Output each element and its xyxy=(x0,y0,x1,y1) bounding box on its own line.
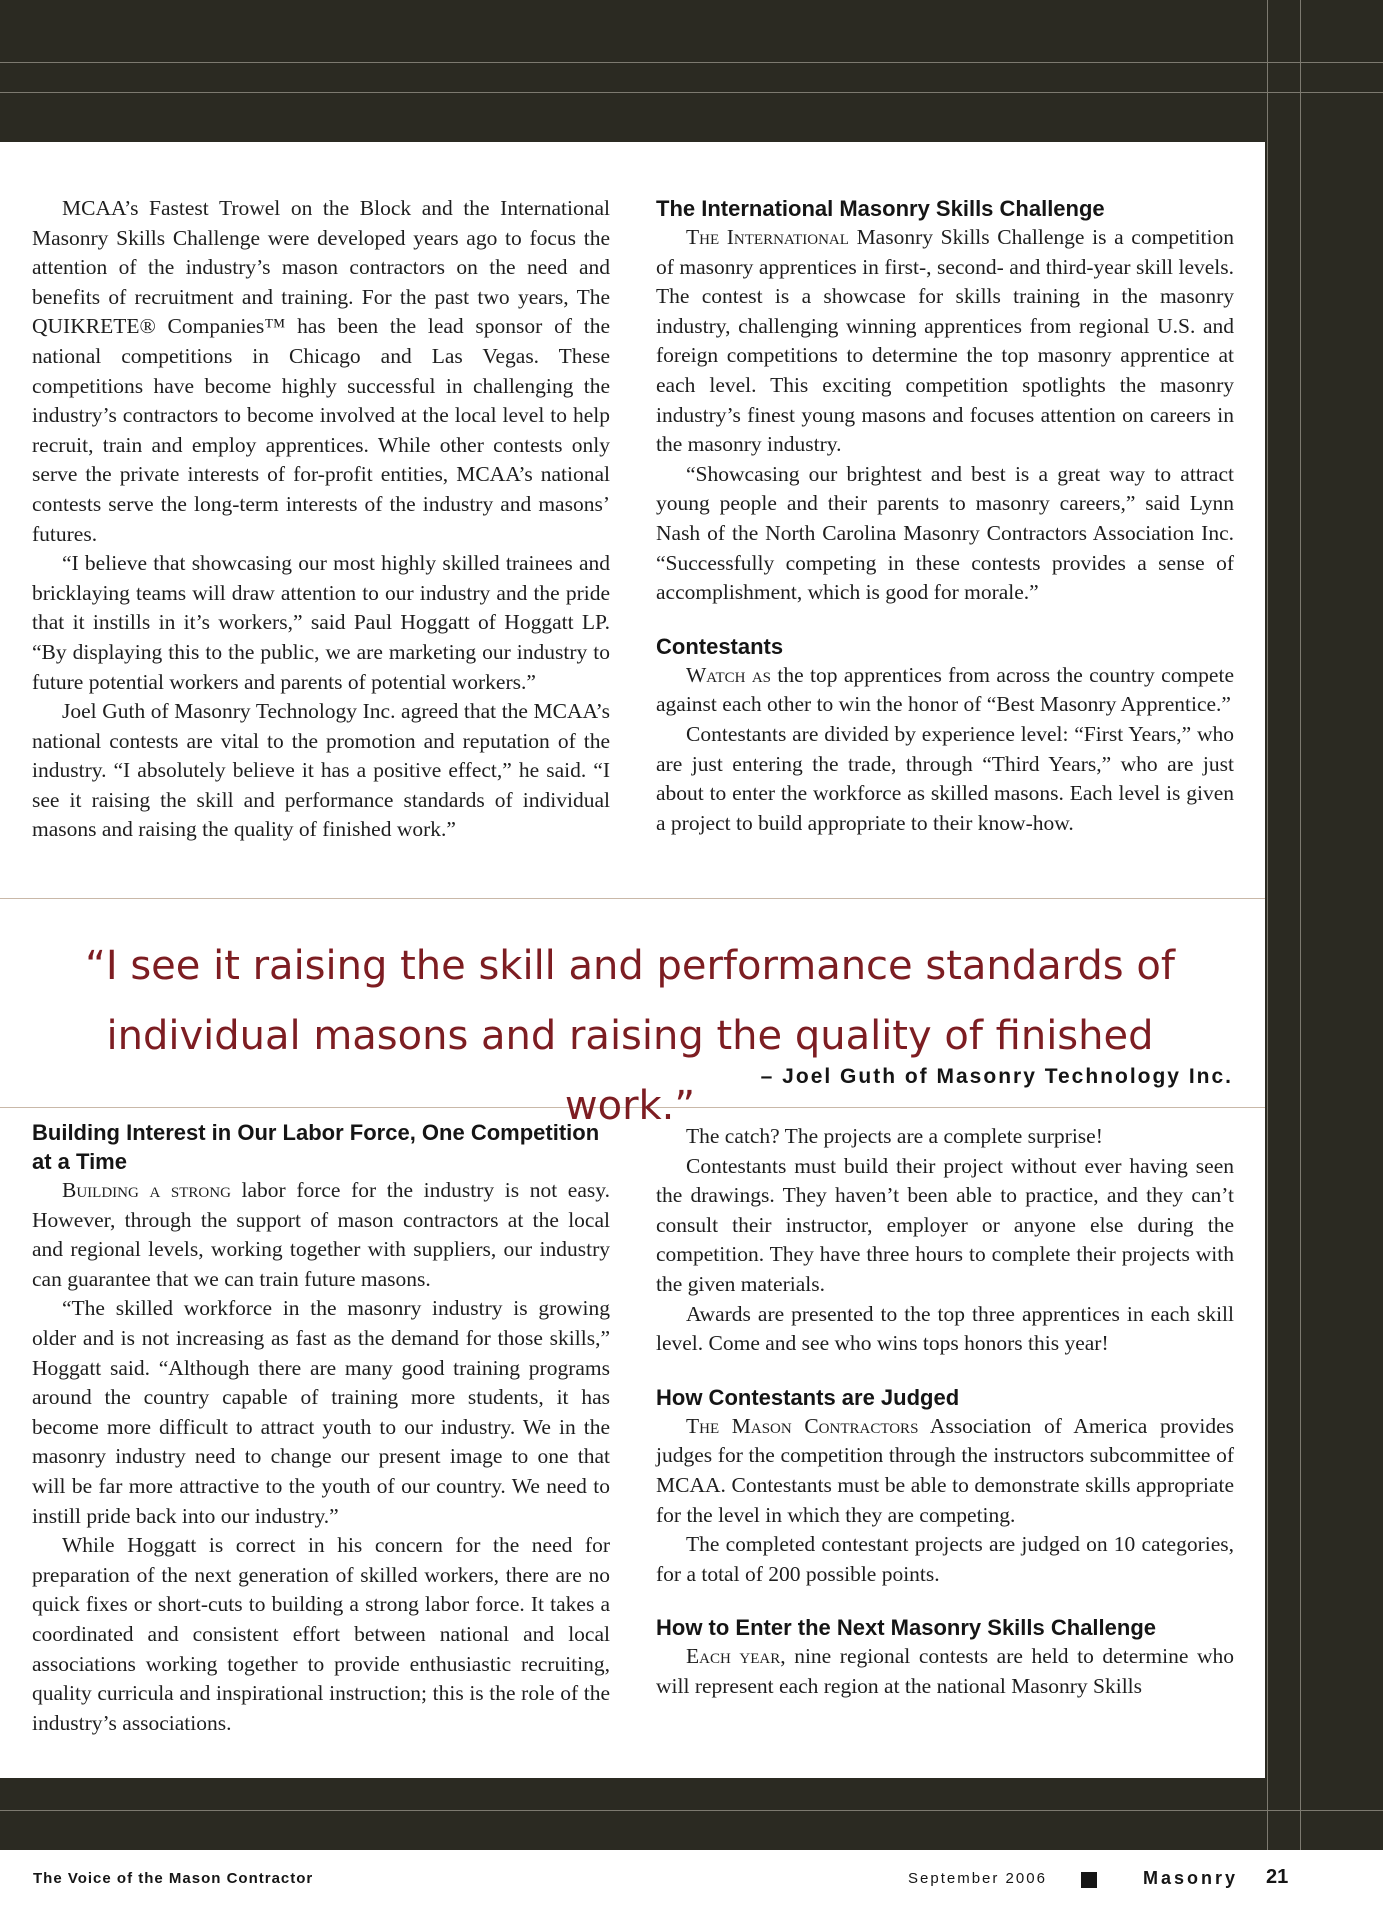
section-heading: Contestants xyxy=(656,633,784,659)
lead-in: Each year, xyxy=(686,1644,786,1669)
bottom-left-column xyxy=(32,1118,610,1738)
section-heading: How Contestants are Judged xyxy=(656,1384,960,1410)
lead-in: Watch as xyxy=(686,662,772,687)
pull-quote-attribution: – Joel Guth of Masonry Technology Inc. xyxy=(760,1065,1233,1088)
paragraph: Each year, nine regional contests are held to determine who will represent each region at the national Masonry Skills xyxy=(656,1644,1234,1698)
paragraph: The International Masonry Skills Challenge is a competition of masonry apprentices in first-, second- and third-year skill levels. The contest is a showcase for skills training in the masonry industry, challenging winning apprentices from regional U.S. and foreign competitions to determine the top masonry apprentice at each level. This exciting competition spotlights the masonry industry’s finest young masons and focuses attention on careers in the masonry industry. xyxy=(656,225,1234,457)
paragraph: The catch? The projects are a complete surprise! xyxy=(686,1124,1103,1148)
square-bullet-icon xyxy=(1081,1872,1097,1888)
page-footer xyxy=(0,1850,1383,1931)
top-left-column xyxy=(32,194,610,845)
paragraph: While Hoggatt is correct in his concern for the need for preparation of the next generation of skilled workers, there are no quick fixes or short-cuts to building a strong labor force. It takes a coordinated and consistent effort between national and local associations working together to provide enthusiastic recruiting, quality curricula and inspirational instruction; this is the role of the industry’s associations. xyxy=(32,1533,610,1735)
paragraph: The Mason Contractors Association of America provides judges for the competition through the instructors subcommittee of MCAA. Contestants must be able to demonstrate skills appropriate for the level in which they are competing. xyxy=(656,1413,1234,1527)
paragraph: Contestants are divided by experience level: “First Years,” who are just entering the trade, through “Third Years,” who are just about to enter the workforce as skilled masons. Each level is given a project to build appropriate to their know-how. xyxy=(656,721,1234,835)
frame-rule xyxy=(0,1810,1383,1811)
paragraph: Watch as the top apprentices from across the country compete against each other to win the honor of “Best Masonry Apprentice.” xyxy=(656,662,1234,717)
frame-rule xyxy=(0,92,1383,93)
section-heading: The International Masonry Skills Challenge xyxy=(656,196,1105,221)
paragraph: MCAA’s Fastest Trowel on the Block and the International Masonry Skills Challenge were developed years ago to focus the attention of the industry’s mason contractors on the need and benefits of recruitment and training. For the past two years, The QUIKRETE® Companies™ has been the lead sponsor of the national competitions in Chicago and Las Vegas. These competitions have become highly successful in challenging the industry’s contractors to become involved at the local level to help recruit, train and employ apprentices. While other contests only serve the private interests of for-profit entities, MCAA’s national contests serve the long-term interests of the industry and masons’ futures. xyxy=(32,196,610,546)
frame-rule xyxy=(1267,0,1268,1850)
lead-in: The Mason Contractors xyxy=(686,1413,919,1438)
paragraph: Building a strong labor force for the industry is not easy. However, through the support of mason contractors at the local and regional levels, working together with suppliers, our industry can guarantee that we can train future masons. xyxy=(32,1178,610,1291)
frame-rule xyxy=(1300,0,1301,1850)
right-frame-band xyxy=(1265,0,1383,1850)
lead-in: Building a strong xyxy=(62,1178,231,1202)
pull-quote-band xyxy=(0,898,1265,1129)
paragraph: The completed contestant projects are judged on 10 categories, for a total of 200 possible points. xyxy=(656,1532,1234,1586)
pull-quote: “I see it raising the skill and performance standards of individual masons and raising the quality of finished work.” xyxy=(85,943,1175,1129)
top-right-column xyxy=(656,194,1234,838)
paragraph: Contestants must build their project without ever having seen the drawings. They haven’t been able to practice, and they can’t consult their instructor, employer or anyone else during the competition. They have three hours to complete their projects with the given materials. xyxy=(656,1153,1234,1296)
section-heading: How to Enter the Next Masonry Skills Challenge xyxy=(656,1615,1156,1641)
paragraph: Joel Guth of Masonry Technology Inc. agreed that the MCAA’s national contests are vital to the promotion and reputation of the industry. “I absolutely believe it has a positive effect,” he said. “I see it raising the skill and performance standards of individual masons and raising the quality of finished work.” xyxy=(32,699,610,842)
paragraph: Awards are presented to the top three apprentices in each skill level. Come and see who wins tops honors this year! xyxy=(656,1301,1234,1356)
bottom-right-column xyxy=(656,1122,1234,1702)
lead-in: The International xyxy=(686,225,849,249)
paragraph: “I believe that showcasing our most highly skilled trainees and bricklaying teams will draw attention to our industry and the pride that it instills in it’s workers,” said Paul Hoggatt of Hoggatt LP. “By displaying this to the public, we are marketing our industry to future potential workers and parents of potential workers.” xyxy=(32,551,610,694)
frame-rule xyxy=(0,62,1383,63)
page-number: 21 xyxy=(1266,1866,1289,1888)
section-heading: Building Interest in Our Labor Force, One Competition at a Time xyxy=(32,1120,600,1174)
footer-date: September 2006 xyxy=(908,1870,1047,1887)
top-frame-band xyxy=(0,0,1383,142)
paragraph: “Showcasing our brightest and best is a great way to attract young people and their parents to masonry careers,” said Lynn Nash of the North Carolina Masonry Contractors Association Inc. “Successfully competing in these contests provides a sense of accomplishment, which is good for morale.” xyxy=(656,461,1234,605)
paragraph: “The skilled workforce in the masonry industry is growing older and is not increasing as fast as the demand for those skills,” Hoggatt said. “Although there are many good training programs around the country capable of training more students, it has become more difficult to attract youth to our industry. We in the masonry industry need to change our present image to one that will be far more attractive to the youth of our country. We need to instill pride back into our industry.” xyxy=(32,1296,610,1528)
footer-magazine-name: Masonry xyxy=(1143,1868,1239,1888)
footer-tagline: The Voice of the Mason Contractor xyxy=(33,1870,314,1887)
bottom-frame-band xyxy=(0,1778,1383,1850)
